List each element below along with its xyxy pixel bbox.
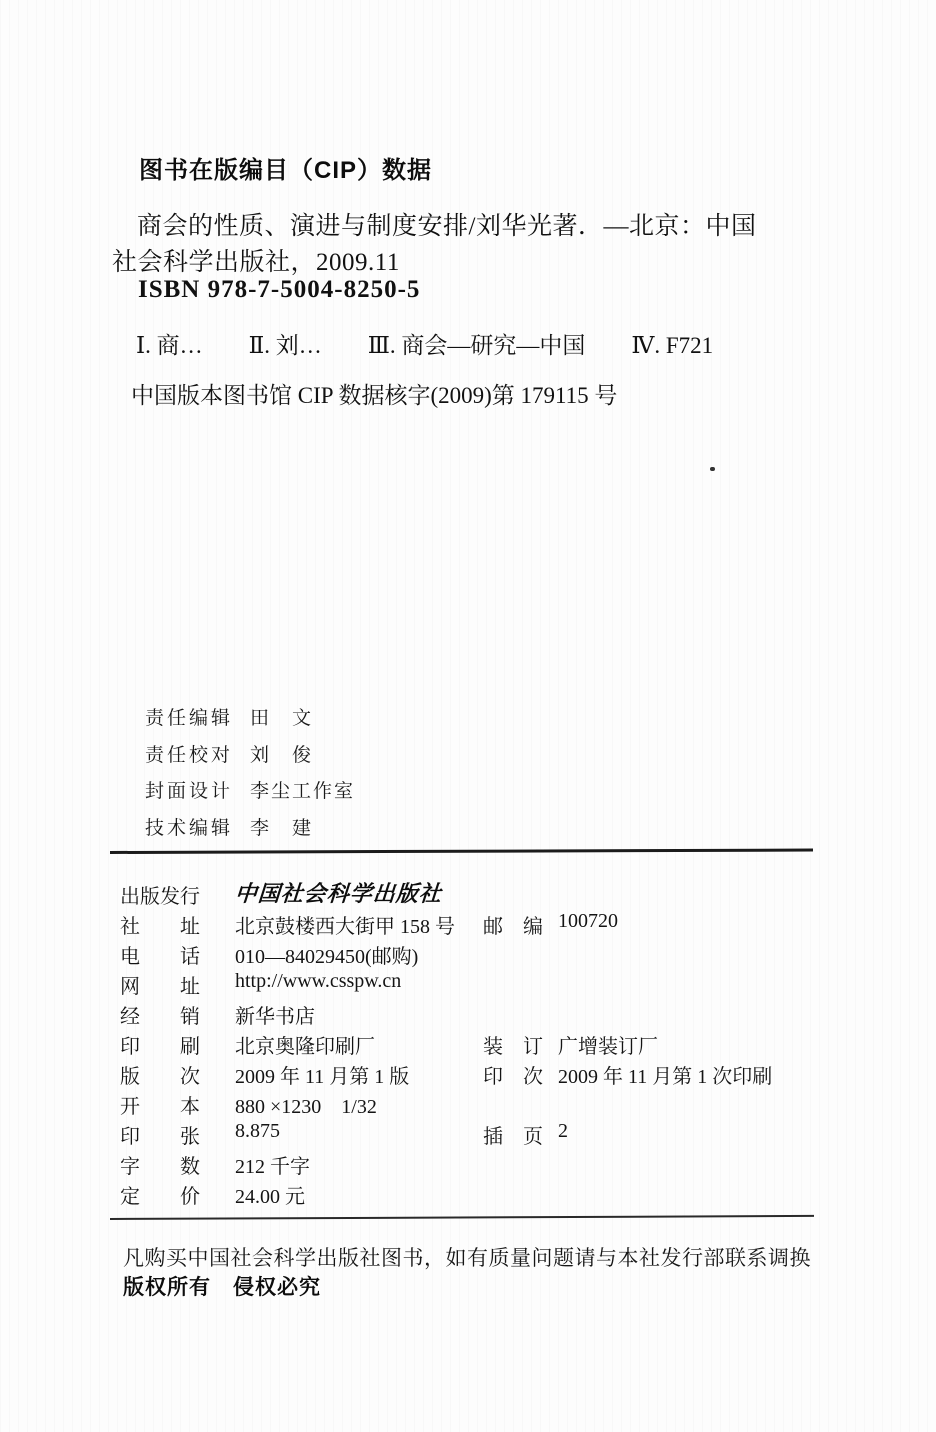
publication-value-col2: 100720 <box>558 910 618 932</box>
publication-row <box>0 1030 936 1060</box>
publication-row <box>0 1000 936 1030</box>
staff-credits <box>0 703 936 849</box>
publication-label: 网 址 <box>120 976 200 998</box>
publisher-row <box>0 880 936 910</box>
staff-person-name: 李尘工作室 <box>250 781 356 802</box>
publication-label: 印 刷 <box>120 1036 200 1058</box>
publication-label: 开 本 <box>120 1096 200 1118</box>
publication-value: 新华书店 <box>235 1006 315 1028</box>
cip-classification: Ⅰ. 商… Ⅱ. 刘… Ⅲ. 商会—研究—中国 Ⅳ. F721 <box>136 333 714 358</box>
publication-label-col2: 邮 编 <box>483 916 543 938</box>
staff-role-label: 封面设计 <box>145 781 234 802</box>
publication-label-col2: 印 次 <box>483 1066 543 1088</box>
publication-value-col2: 2 <box>558 1120 568 1142</box>
publication-details-table <box>0 910 936 1210</box>
publication-label: 字 数 <box>120 1156 200 1178</box>
staff-row <box>0 776 936 813</box>
publication-label-col2: 插 页 <box>483 1126 543 1148</box>
publication-row <box>0 1060 936 1090</box>
copyright-statement: 版权所有 侵权必究 <box>123 1276 321 1299</box>
publication-value: 北京鼓楼西大街甲 158 号 <box>235 916 455 938</box>
publication-row <box>0 1150 936 1180</box>
staff-row <box>0 703 936 740</box>
publication-row <box>0 910 936 940</box>
publisher-logotype: 中国社会科学出版社 <box>234 881 443 906</box>
publication-value: 2009 年 11 月第 1 版 <box>235 1066 410 1088</box>
publication-row <box>0 970 936 1000</box>
publication-label: 电 话 <box>120 946 200 968</box>
publication-value: 880 ×1230 1/32 <box>235 1096 377 1118</box>
staff-person-name: 李 建 <box>250 817 314 839</box>
publication-row <box>0 1120 936 1150</box>
publication-value-col2: 广增装订厂 <box>558 1036 658 1058</box>
publication-label: 定 价 <box>120 1186 200 1208</box>
publication-label: 社 址 <box>120 916 200 938</box>
publication-row <box>0 940 936 970</box>
staff-person-name: 田 文 <box>250 708 314 729</box>
publication-label-col2: 装 订 <box>483 1036 543 1058</box>
publication-value: 8.875 <box>235 1120 280 1142</box>
staff-person-name: 刘 俊 <box>250 744 314 766</box>
divider-rule-top <box>110 849 813 854</box>
staff-row <box>0 813 936 850</box>
publication-value: 北京奥隆印刷厂 <box>235 1036 375 1058</box>
staff-role-label: 技术编辑 <box>145 817 234 839</box>
publication-value: http://www.csspw.cn <box>235 970 402 992</box>
publication-value: 212 千字 <box>235 1156 310 1178</box>
cip-header: 图书在版编目（CIP）数据 <box>139 157 433 184</box>
publication-value: 010—84029450(邮购) <box>235 946 419 968</box>
staff-role-label: 责任编辑 <box>145 708 234 729</box>
publication-value-col2: 2009 年 11 月第 1 次印刷 <box>558 1066 773 1088</box>
publisher-label: 出版发行 <box>120 886 200 908</box>
cip-record-number: 中国版本图书馆 CIP 数据核字(2009)第 179115 号 <box>131 383 618 408</box>
publication-row <box>0 1180 936 1210</box>
book-title-line: 商会的性质、演进与制度安排/刘华光著．—北京：中国 <box>137 213 757 240</box>
staff-row <box>0 740 936 777</box>
scan-speck <box>710 467 715 471</box>
publication-label: 印 张 <box>120 1126 200 1148</box>
publication-label: 版 次 <box>120 1066 200 1088</box>
publisher-date-line: 社会科学出版社，2009.11 <box>112 249 400 276</box>
publication-label: 经 销 <box>120 1006 200 1028</box>
isbn-number: ISBN 978-7-5004-8250-5 <box>138 276 421 303</box>
quality-notice: 凡购买中国社会科学出版社图书，如有质量问题请与本社发行部联系调换 <box>123 1247 811 1270</box>
publication-row <box>0 1090 936 1120</box>
staff-role-label: 责任校对 <box>145 744 234 766</box>
publication-value: 24.00 元 <box>235 1186 305 1208</box>
divider-rule-bottom <box>110 1215 814 1220</box>
